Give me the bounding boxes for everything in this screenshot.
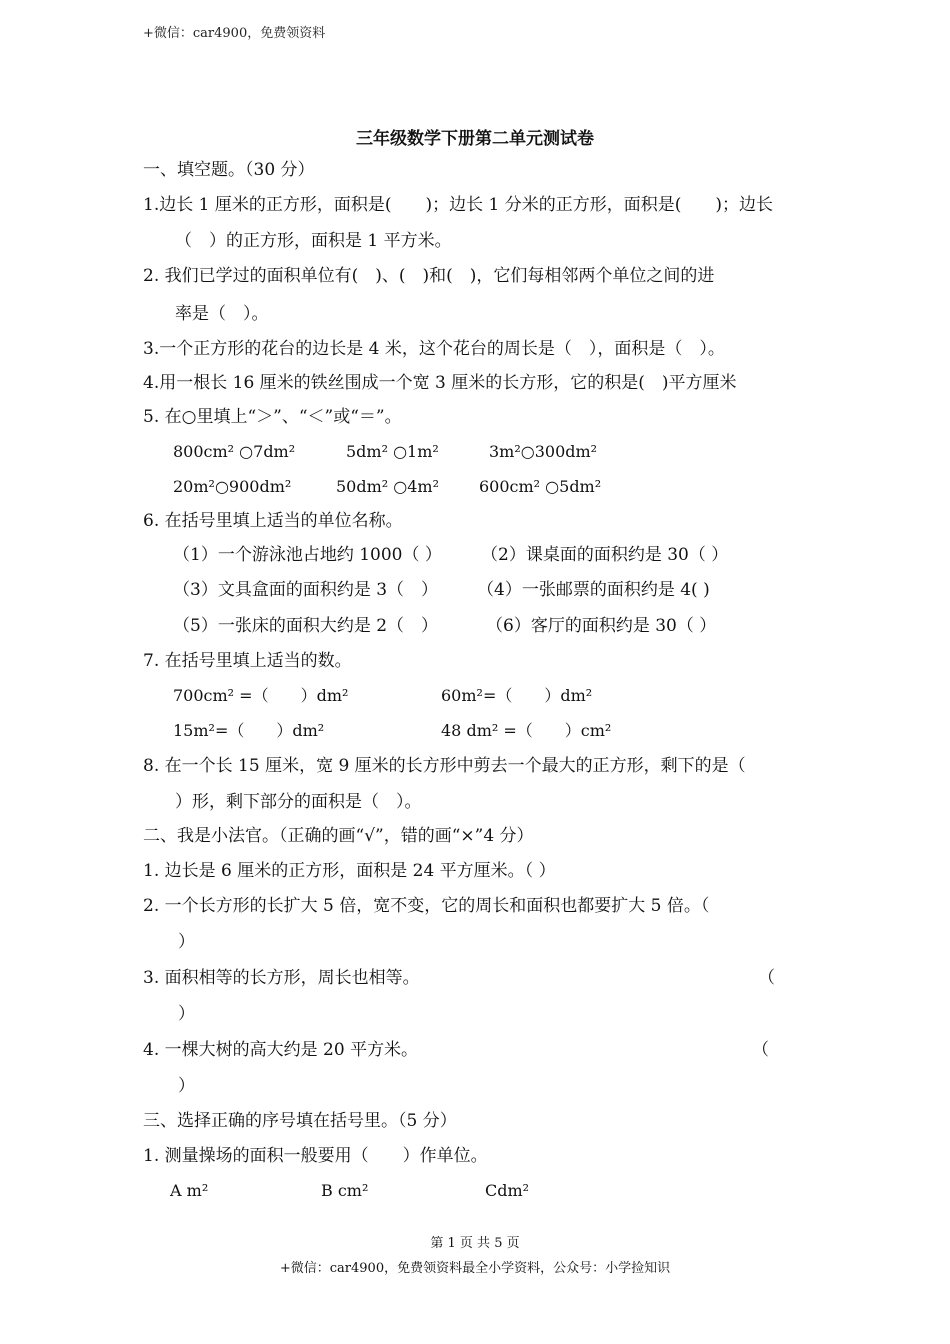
judge-1: 1. 边长是 6 厘米的正方形，面积是 24 平方厘米。（ ） <box>143 861 556 881</box>
judge-4-line-2: ） <box>178 1076 195 1096</box>
judge-3-paren: （ <box>758 968 775 988</box>
page-footer: +微信：car4900，免费领资料最全小学资料，公众号：小学捡知识 <box>279 1261 671 1276</box>
unit-item: （6）客厅的面积约是 30（ ） <box>486 616 717 636</box>
section-1-heading: 一、填空题。（30 分） <box>143 160 315 180</box>
page-number: 第 1 页 共 5 页 <box>430 1236 520 1251</box>
conversion-item: 15m²=（ ）dm² <box>173 721 325 740</box>
unit-item: （5）一张床的面积大约是 2（ ） <box>173 616 439 636</box>
judge-3-line-2: ） <box>178 1004 195 1024</box>
choice-option: A m² <box>170 1181 209 1200</box>
question-1-line-2: （ ）的正方形，面积是 1 平方米。 <box>175 231 452 251</box>
unit-item: （4）一张邮票的面积约是 4( ) <box>477 580 710 600</box>
question-2-line-2: 率是（ ）。 <box>175 304 269 324</box>
judge-4-paren: （ <box>752 1040 769 1060</box>
conversion-item: 60m²=（ ）dm² <box>441 686 593 705</box>
question-3: 3.一个正方形的花台的边长是 4 米，这个花台的周长是（ ），面积是（ ）。 <box>143 339 725 359</box>
choice-option: Cdm² <box>485 1181 530 1200</box>
page-title: 三年级数学下册第二单元测试卷 <box>356 129 594 149</box>
question-4: 4.用一根长 16 厘米的铁丝围成一个宽 3 厘米的长方形，它的积是( )平方厘米 <box>143 373 737 393</box>
choice-1: 1. 测量操场的面积一般要用（ ）作单位。 <box>143 1146 488 1166</box>
section-2-heading: 二、我是小法官。（正确的画“√”，错的画“×”4 分） <box>143 826 534 846</box>
question-5: 5. 在○里填上“＞”、“＜”或“＝”。 <box>143 407 402 427</box>
question-6: 6. 在括号里填上适当的单位名称。 <box>143 511 403 531</box>
unit-item: （3）文具盒面的面积约是 3（ ） <box>173 580 439 600</box>
compare-item: 3m²○300dm² <box>489 442 598 461</box>
page-header: +微信：car4900，免费领资料 <box>143 26 326 41</box>
choice-option: B cm² <box>321 1181 369 1200</box>
unit-item: （2）课桌面的面积约是 30（ ） <box>481 545 729 565</box>
unit-item: （1）一个游泳池占地约 1000（ ） <box>173 545 442 565</box>
question-7: 7. 在括号里填上适当的数。 <box>143 651 352 671</box>
question-2-line-1: 2. 我们已学过的面积单位有( )、( )和( )，它们每相邻两个单位之间的进 <box>143 266 715 286</box>
question-1-line-1: 1.边长 1 厘米的正方形，面积是( )；边长 1 分米的正方形，面积是( )；边长 <box>143 195 773 215</box>
question-8-line-1: 8. 在一个长 15 厘米，宽 9 厘米的长方形中剪去一个最大的正方形，剩下的是（ <box>143 756 746 776</box>
compare-item: 5dm² ○1m² <box>346 442 439 461</box>
judge-4-line-1: 4. 一棵大树的高大约是 20 平方米。 <box>143 1040 419 1060</box>
compare-item: 20m²○900dm² <box>173 477 292 496</box>
conversion-item: 700cm² =（ ）dm² <box>173 686 349 705</box>
compare-item: 50dm² ○4m² <box>336 477 439 496</box>
judge-2-line-1: 2. 一个长方形的长扩大 5 倍，宽不变，它的周长和面积也都要扩大 5 倍。（ <box>143 896 710 916</box>
conversion-item: 48 dm² =（ ）cm² <box>441 721 612 740</box>
section-3-heading: 三、选择正确的序号填在括号里。（5 分） <box>143 1111 457 1131</box>
question-8-line-2: ）形，剩下部分的面积是（ ）。 <box>175 792 422 812</box>
compare-item: 600cm² ○5dm² <box>479 477 602 496</box>
judge-3-line-1: 3. 面积相等的长方形，周长也相等。 <box>143 968 420 988</box>
judge-2-line-2: ） <box>178 932 195 952</box>
compare-item: 800cm² ○7dm² <box>173 442 296 461</box>
